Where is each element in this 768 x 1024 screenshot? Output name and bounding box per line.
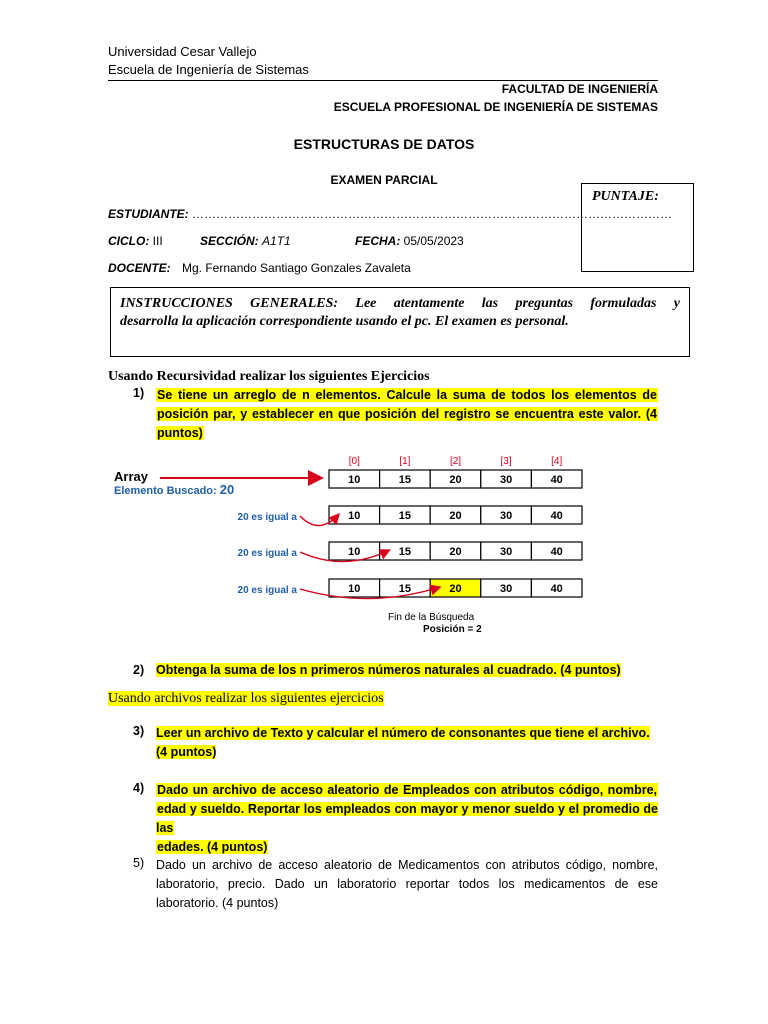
student-row	[108, 207, 673, 221]
school-name: Escuela de Ingeniería de Sistemas	[108, 62, 309, 77]
array-cell-value: 20	[449, 546, 462, 558]
student-label: ESTUDIANTE:	[108, 207, 189, 221]
q1-text	[156, 386, 658, 443]
index-label: [4]	[551, 456, 563, 467]
student-field: …………………………………………………………………………………………………………	[192, 207, 673, 221]
q5-line: Dado un archivo de acceso aleatorio de Medicamentos con atributos código, nombre,	[156, 858, 658, 872]
array-cell-value: 30	[499, 510, 513, 522]
array-row	[329, 470, 582, 488]
cycle-row	[108, 234, 163, 248]
array-label: Array	[114, 469, 148, 484]
score-label: PUNTAJE:	[592, 189, 659, 204]
array-cell-value: 15	[398, 474, 412, 486]
university-name: Universidad Cesar Vallejo	[108, 44, 257, 59]
search-label	[114, 482, 234, 497]
array-cell-value: 15	[398, 583, 412, 595]
array-cell-value: 20	[449, 583, 462, 595]
linear-search-diagram	[108, 448, 598, 638]
index-label: [0]	[348, 456, 360, 467]
array-cell-value: 30	[499, 474, 513, 486]
array-cell-value: 10	[348, 546, 361, 558]
section-1-title: Usando Recursividad realizar los siguientes Ejercicios	[108, 369, 430, 384]
array-cell-value: 30	[499, 546, 513, 558]
search-label-text: Elemento Buscado:	[114, 485, 217, 497]
q1-line: Se tiene un arreglo de n elementos. Calcule la suma de todos los elementos de	[157, 388, 657, 402]
q2-number: 2)	[133, 663, 145, 677]
array-row	[329, 579, 582, 597]
q4-number: 4)	[133, 781, 145, 795]
section-row	[200, 234, 291, 248]
q5-number: 5)	[133, 856, 145, 870]
index-label: [3]	[500, 456, 512, 467]
q3-line: (4 puntos)	[156, 745, 217, 759]
q3-text	[156, 724, 650, 762]
q5-text	[156, 856, 658, 913]
array-cell-value: 30	[499, 583, 513, 595]
array-cell-value: 20	[449, 474, 462, 486]
section-value: A1T1	[262, 234, 291, 248]
instructions-text-1: Lee atentamente las preguntas formuladas y	[355, 296, 681, 311]
search-value: 20	[219, 482, 235, 497]
q5-line: laboratorio, precio. Dado un laboratorio reportar todos los medicamentos de ese	[156, 877, 658, 891]
section-2-title	[108, 691, 384, 707]
array-cell-value: 20	[449, 510, 462, 522]
compare-label: 20 es igual a	[237, 548, 297, 559]
q4-text	[156, 781, 658, 857]
date-value: 05/05/2023	[403, 234, 464, 248]
array-cell-value: 10	[348, 510, 361, 522]
teacher-label: DOCENTE:	[108, 261, 171, 275]
array-cell-value: 40	[550, 510, 563, 522]
index-label: [1]	[399, 456, 411, 467]
array-cell-value: 15	[398, 510, 412, 522]
compare-label: 20 es igual a	[237, 512, 297, 523]
q1-line: puntos)	[157, 426, 203, 440]
cycle-value: III	[152, 234, 163, 248]
instructions-line-2: desarrolla la aplicación correspondiente usando el pc. El examen es personal.	[120, 314, 569, 329]
index-label: [2]	[449, 456, 462, 467]
exam-type: EXAMEN PARCIAL	[330, 173, 438, 187]
end-label: Fin de la Búsqueda	[388, 612, 475, 623]
q5-line: laboratorio. (4 puntos)	[156, 896, 279, 910]
teacher-row	[108, 261, 411, 275]
array-cell-value: 40	[550, 474, 563, 486]
instructions-line-1	[120, 296, 680, 312]
teacher-value: Mg. Fernando Santiago Gonzales Zavaleta	[182, 261, 411, 275]
score-box	[581, 183, 694, 272]
compare-label: 20 es igual a	[237, 585, 297, 596]
q4-line: edades. (4 puntos)	[157, 840, 268, 854]
array-row	[329, 542, 582, 560]
array-cell-value: 40	[550, 583, 563, 595]
section-2-title-text: Usando archivos realizar los siguientes ejercicios	[108, 691, 384, 706]
cycle-label: CICLO:	[108, 234, 150, 248]
header-divider	[108, 80, 658, 81]
array-cell-value: 10	[348, 583, 361, 595]
faculty-name: FACULTAD DE INGENIERÍA	[501, 82, 658, 96]
date-label: FECHA:	[355, 234, 401, 248]
array-cell-value: 40	[550, 546, 563, 558]
q2-line: Obtenga la suma de los n primeros números naturales al cuadrado. (4 puntos)	[156, 663, 621, 677]
date-row	[355, 234, 464, 248]
q4-line: edad y sueldo. Reportar los empleados con mayor y menor sueldo y el promedio de las	[156, 802, 658, 835]
q3-line: Leer un archivo de Texto y calcular el número de consonantes que tiene el archivo.	[156, 726, 650, 740]
instructions-label: INSTRUCCIONES GENERALES:	[120, 296, 339, 311]
course-title: ESTRUCTURAS DE DATOS	[293, 136, 475, 152]
q3-number: 3)	[133, 724, 145, 738]
array-cell-value: 15	[398, 546, 412, 558]
section-label: SECCIÓN:	[200, 234, 259, 248]
array-row	[329, 506, 582, 524]
professional-school-name: ESCUELA PROFESIONAL DE INGENIERÍA DE SISTEMAS	[333, 100, 658, 114]
instructions-box	[110, 287, 690, 357]
q1-number: 1)	[133, 386, 145, 400]
position-label: Posición = 2	[423, 624, 482, 635]
array-cell-value: 10	[348, 474, 361, 486]
q2-text	[156, 663, 621, 677]
q1-line: posición par, y establecer en que posición del registro se encuentra este valor. (4	[157, 407, 657, 421]
q4-line: Dado un archivo de acceso aleatorio de Empleados con atributos código, nombre,	[157, 783, 657, 797]
